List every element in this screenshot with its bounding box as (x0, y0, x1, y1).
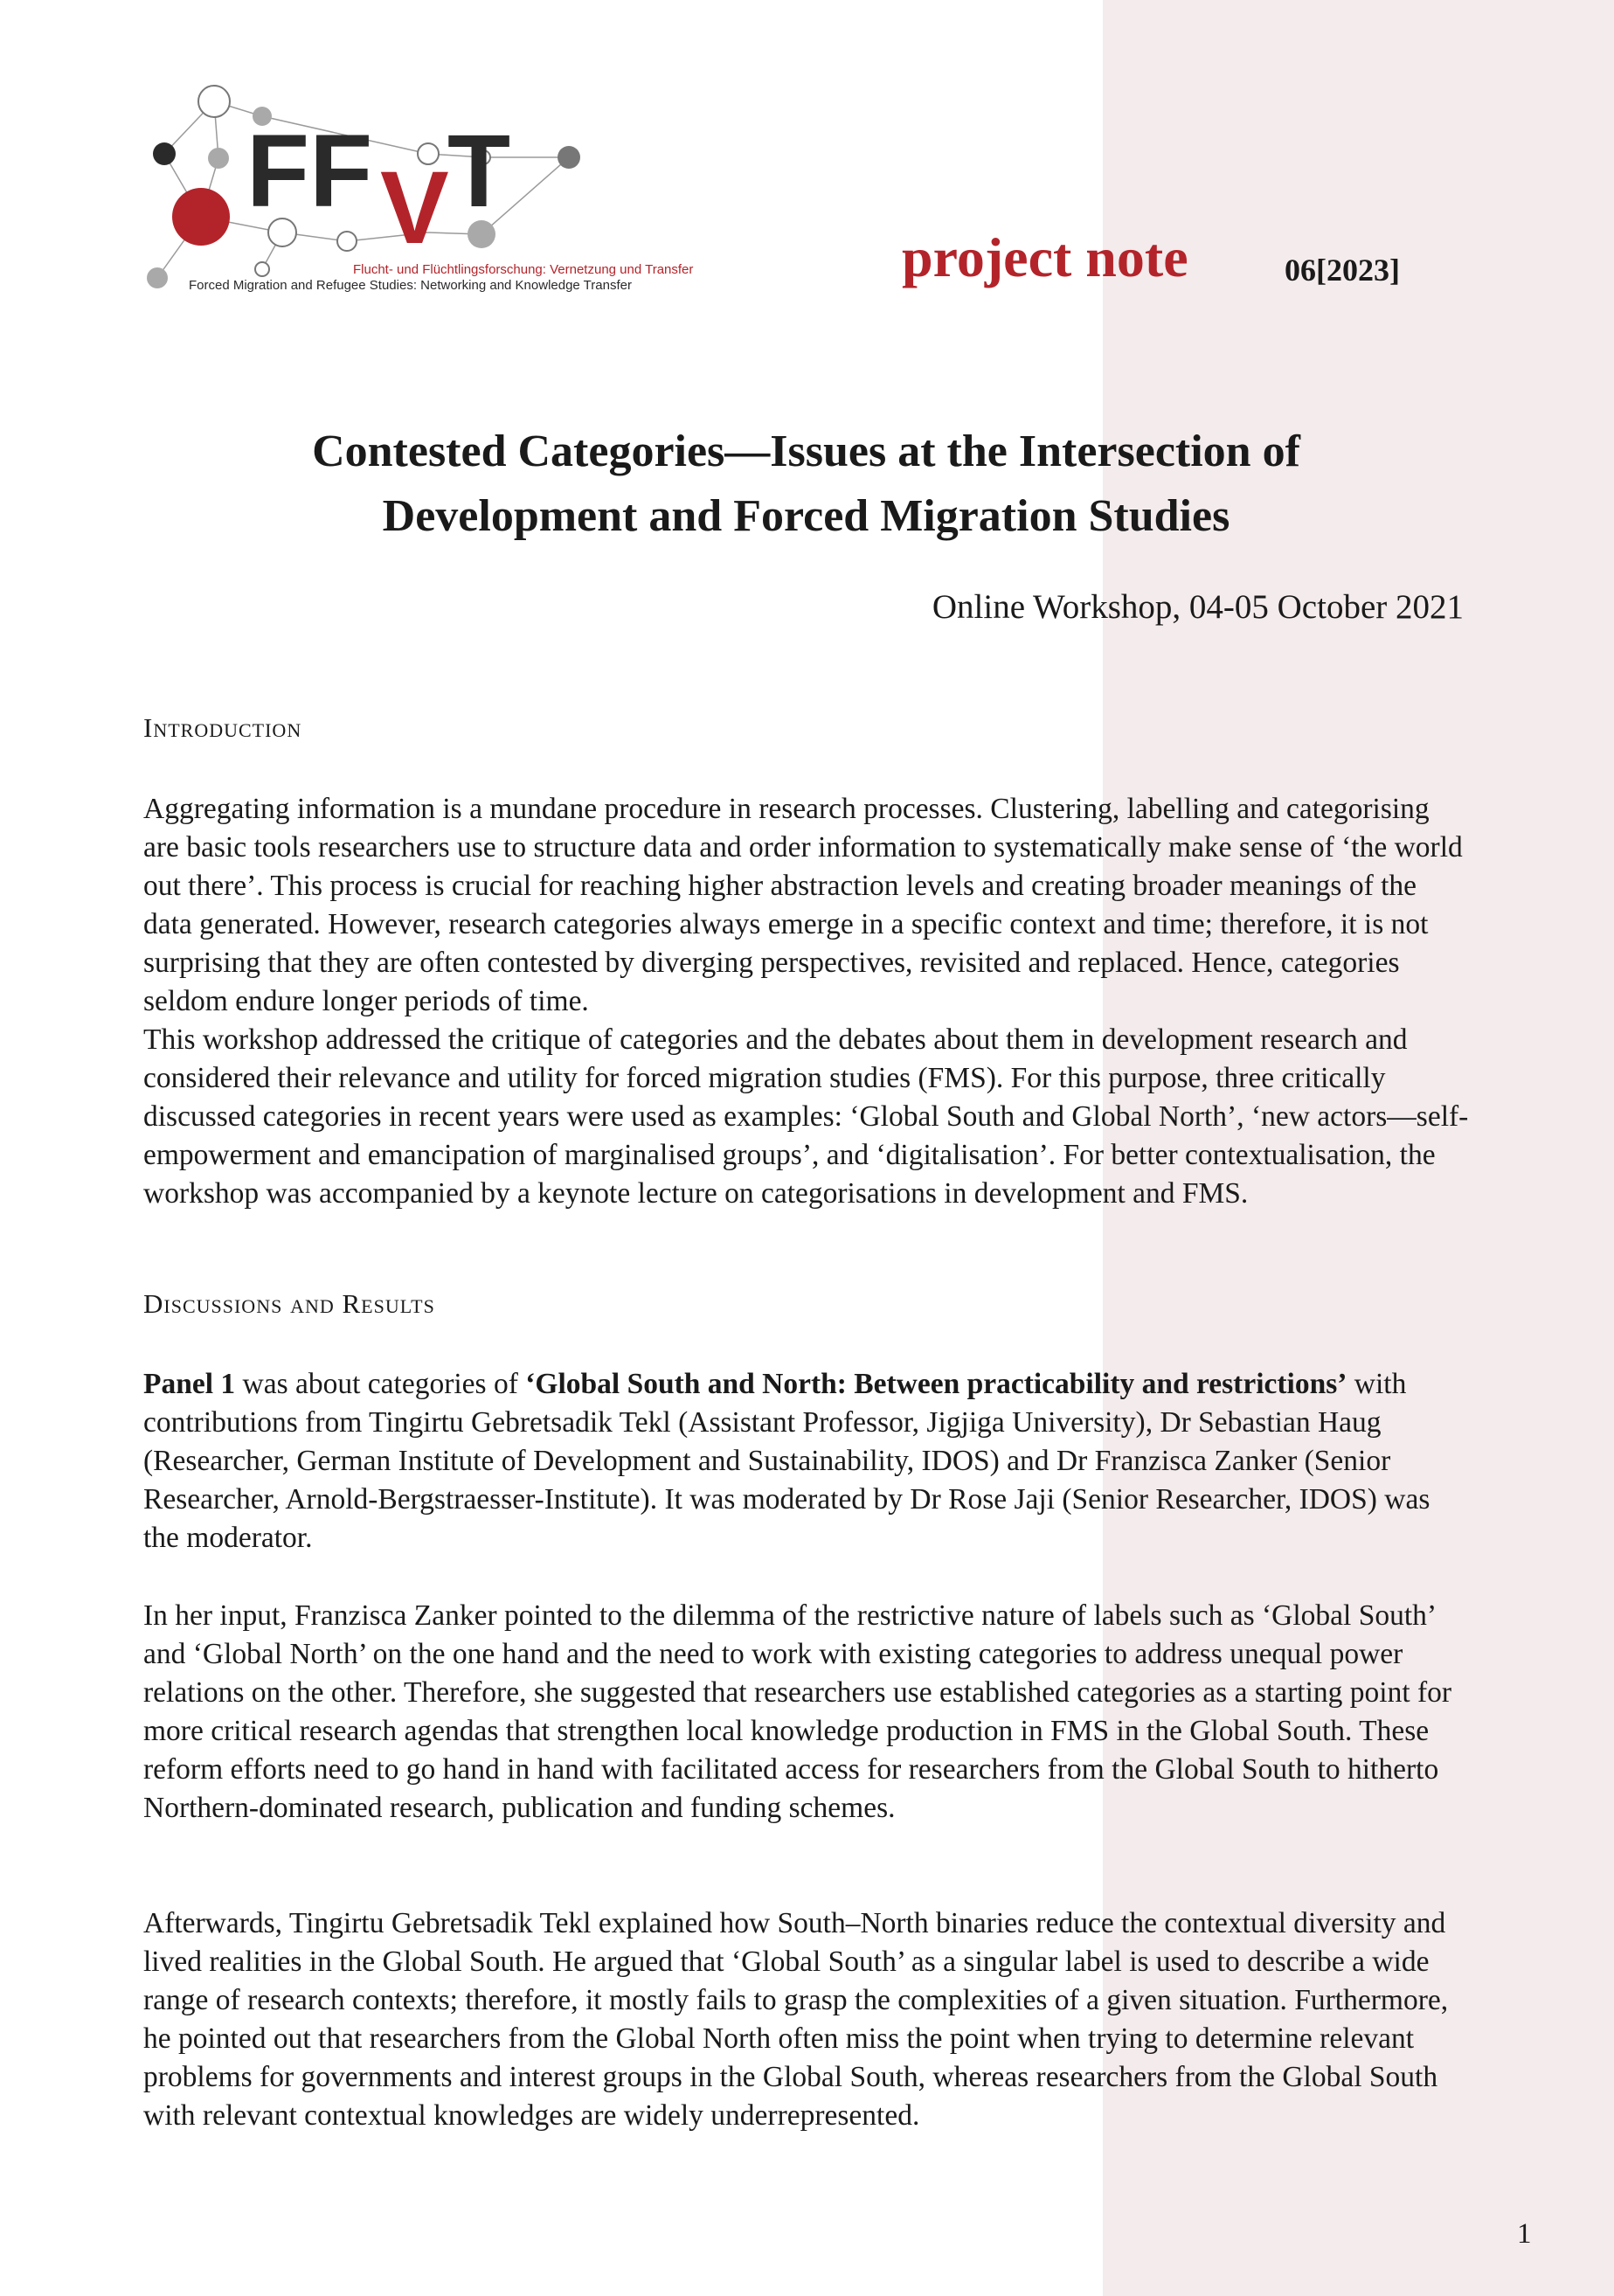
introduction-paragraph-1: Aggregating information is a mundane procedure in research processes. Clustering, labelling and categorising are basic tools researchers use to structure data and order information to systematically make sense of ‘the world out there’. This process is crucial for reaching higher abstraction levels and creating broader meanings of the data generated. However, research categories always emerge in a specific context and time; therefore, it is not surprising that they are often contested by diverging perspectives, revisited and replaced. Hence, categories seldom endure longer periods of time. (143, 793, 1463, 1017)
introduction-paragraph-2: This workshop addressed the critique of categories and the debates about them in development research and considered their relevance and utility for forced migration studies (FMS). For this purpose, three critically discussed categories in recent years were used as examples: ‘Global South and Global North’, ‘new actors—self-empowerment and emancipation of marginalised groups’, and ‘digitalisation’. For better contextualisation, the workshop was accompanied by a keynote lecture on categorisations in development and FMS. (143, 1023, 1469, 1210)
panel-1-paragraph (143, 1365, 1472, 1557)
logo-tagline-de: Flucht- und Flüchtlingsforschung: Vernetzung und Transfer (353, 262, 694, 277)
title-line-1: Contested Categories—Issues at the Intersection of (312, 427, 1300, 476)
workshop-subtitle: Online Workshop, 04-05 October 2021 (932, 588, 1464, 626)
panel-1-intro: was about categories of (235, 1368, 526, 1400)
section-heading-discussions: Discussions and Results (143, 1288, 435, 1319)
series-label: project note (902, 226, 1188, 288)
panel-1-topic: ‘Global South and North: Between practicability and restrictions’ (525, 1368, 1347, 1400)
issue-number: 06[2023] (1285, 253, 1400, 288)
panel-1-contributors: with contributions from Tingirtu Gebretsadik Tekl (Assistant Professor, Jigjiga University), Dr Sebastian Haug (Researcher, German Institute of Development and Sustainability, IDOS) and Dr Franzisca Zanker (Senior Researcher, Arnold-Bergstraesser-Institute). It was moderated by Dr Rose Jaji (Senior Researcher, IDOS) was the moderator. (143, 1368, 1430, 1554)
title-line-2: Development and Forced Migration Studies (382, 491, 1230, 541)
logo-wordmark-v: V (380, 150, 449, 266)
logo-wordmark-ff: FF (246, 114, 373, 229)
section-heading-introduction: Introduction (143, 712, 302, 743)
document-title (140, 420, 1472, 549)
logo-tagline-en: Forced Migration and Refugee Studies: Networking and Knowledge Transfer (189, 278, 632, 293)
tekl-paragraph: Afterwards, Tingirtu Gebretsadik Tekl explained how South–North binaries reduce the contextual diversity and lived realities in the Global South. He argued that ‘Global South’ as a singular label is used to describe a wide range of research contexts; therefore, it mostly fails to grasp the complexities of a given situation. Furthermore, he pointed out that researchers from the Global North often miss the point when trying to determine relevant problems for governments and interest groups in the Global South, whereas researchers from the Global South with relevant contextual knowledges are widely underrepresented. (143, 1907, 1449, 2132)
panel-1-label: Panel 1 (143, 1368, 236, 1400)
logo-wordmark-t: T (447, 114, 511, 229)
zanker-paragraph: In her input, Franzisca Zanker pointed to the dilemma of the restrictive nature of labels such as ‘Global South’ and ‘Global North’ on the one hand and the need to work with existing categories to address unequal power relations on the other. Therefore, she suggested that researchers use established categories as a starting point for more critical research agendas that strengthen local knowledge production in FMS in the Global South. These reform efforts need to go hand in hand with facilitated access for researchers from the Global South to hitherto Northern-dominated research, publication and funding schemes. (143, 1599, 1452, 1824)
page-number: 1 (1517, 2218, 1532, 2250)
